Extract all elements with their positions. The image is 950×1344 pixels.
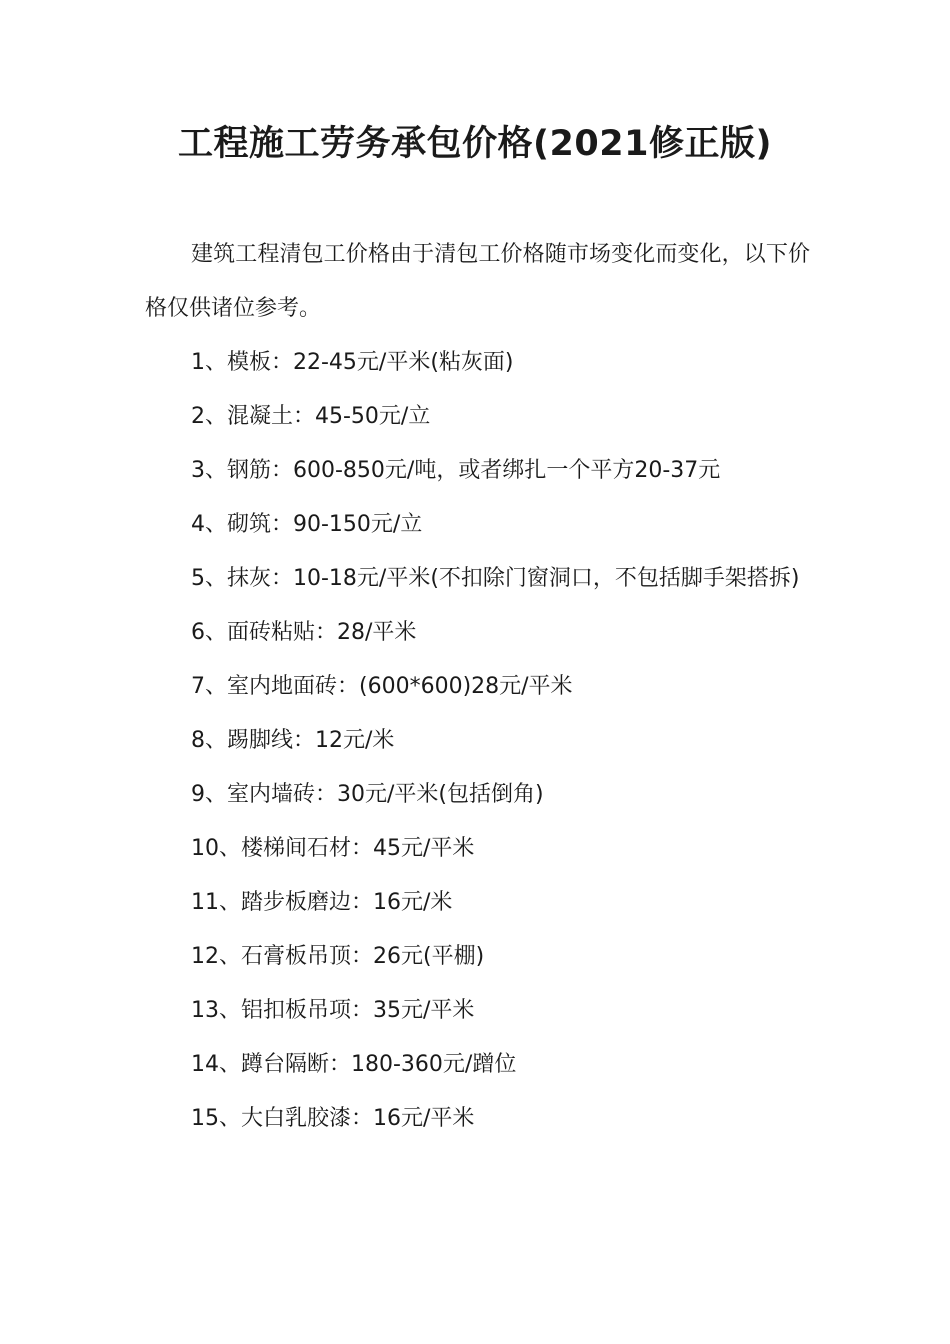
list-item: 7、室内地面砖：(600*600)28元/平米 [191, 674, 573, 699]
list-item: 2、混凝土：45-50元/立 [191, 404, 431, 429]
page-title: 工程施工劳务承包价格(2021修正版) [178, 124, 772, 164]
list-item: 1、模板：22-45元/平米(粘灰面) [191, 350, 514, 375]
list-item: 5、抹灰：10-18元/平米(不扣除门窗洞口，不包括脚手架搭拆) [191, 566, 800, 591]
list-item: 10、楼梯间石材：45元/平米 [191, 836, 475, 861]
list-item: 12、石膏板吊顶：26元(平棚) [191, 944, 485, 969]
list-item: 6、面砖粘贴：28/平米 [191, 620, 417, 645]
list-item: 3、钢筋：600-850元/吨，或者绑扎一个平方20-37元 [191, 458, 721, 483]
list-item: 14、蹲台隔断：180-360元/蹭位 [191, 1052, 517, 1077]
document-body [145, 228, 810, 1146]
list-item: 9、室内墙砖：30元/平米(包括倒角) [191, 782, 544, 807]
list-item: 8、踢脚线：12元/米 [191, 728, 395, 753]
list-item: 13、铝扣板吊项：35元/平米 [191, 998, 475, 1023]
list-item: 15、大白乳胶漆：16元/平米 [191, 1106, 475, 1131]
intro-paragraph: 建筑工程清包工价格由于清包工价格随市场变化而变化，以下价格仅供诸位参考。 [145, 242, 810, 321]
list-item: 4、砌筑：90-150元/立 [191, 512, 423, 537]
list-item: 11、踏步板磨边：16元/米 [191, 890, 453, 915]
